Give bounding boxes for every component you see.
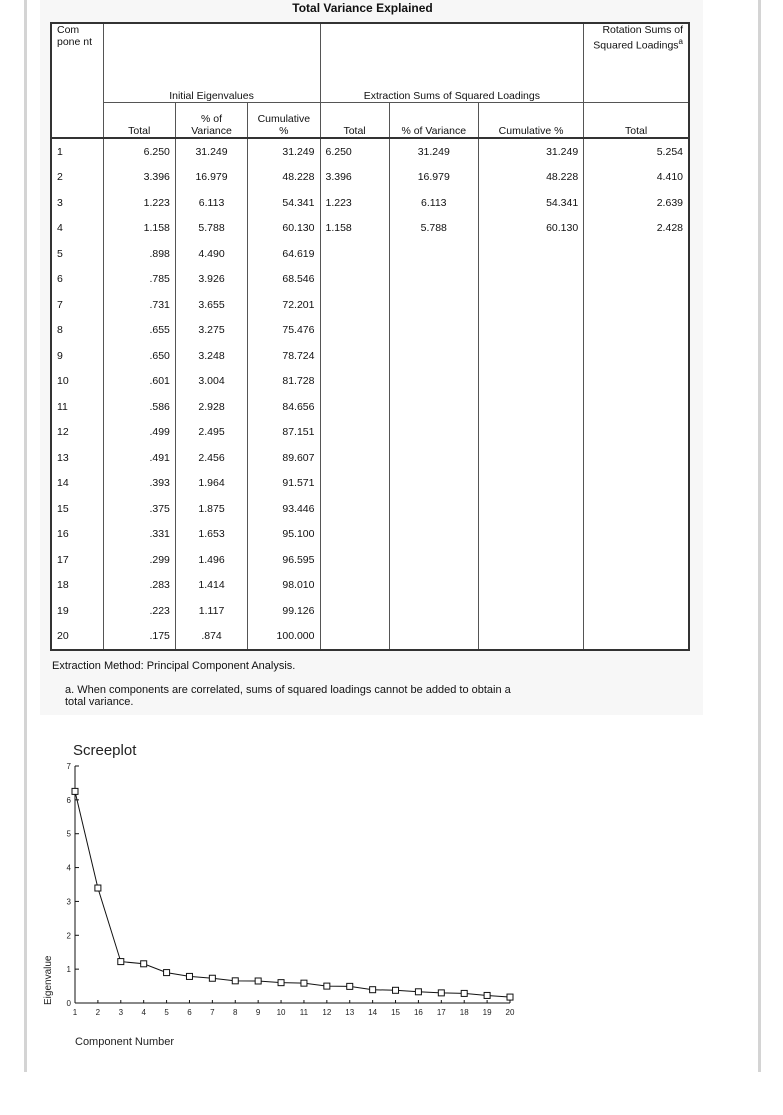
- extraction-total-cell: 1.158: [320, 216, 389, 242]
- table-row: [51, 522, 689, 548]
- extraction-total-cell: 1.223: [320, 190, 389, 216]
- initial-cum-cell: 98.010: [248, 573, 320, 599]
- extraction-cum-cell: 48.228: [478, 165, 583, 191]
- rotation-total-cell: 2.428: [584, 216, 689, 242]
- extraction-pct-cell: [389, 292, 478, 318]
- y-tick-label: 2: [66, 931, 71, 941]
- rotation-total-cell: [584, 445, 689, 471]
- correlated-note-line1: a. When components are correlated, sums of squared loadings cannot be added to obtain a: [65, 684, 511, 696]
- table-row: [51, 445, 689, 471]
- y-tick-label: 0: [66, 999, 71, 1008]
- extraction-pct-cell: 6.113: [389, 190, 478, 216]
- extraction-total-header: Total: [320, 103, 389, 139]
- rotation-total-cell: [584, 471, 689, 497]
- initial-cum-cell: 89.607: [248, 445, 320, 471]
- extraction-total-cell: [320, 598, 389, 624]
- extraction-total-cell: [320, 318, 389, 344]
- data-point-marker: [72, 788, 78, 794]
- rotation-total-cell: [584, 522, 689, 548]
- extraction-pct-cell: [389, 369, 478, 395]
- extraction-pct-cell: [389, 522, 478, 548]
- data-point-marker: [461, 990, 467, 996]
- extraction-total-cell: 3.396: [320, 165, 389, 191]
- table-row: [51, 267, 689, 293]
- x-tick-label: 5: [164, 1008, 169, 1017]
- table-row: [51, 216, 689, 242]
- initial-cum-cell: 68.546: [248, 267, 320, 293]
- initial-total-header: Total: [103, 103, 175, 139]
- extraction-pct-cell: [389, 394, 478, 420]
- initial-cum-cell: 100.000: [248, 624, 320, 651]
- initial-total-cell: .283: [103, 573, 175, 599]
- extraction-cum-cell: [478, 318, 583, 344]
- x-tick-label: 16: [413, 1008, 423, 1017]
- extraction-pct-cell: [389, 241, 478, 267]
- extraction-cum-cell: 31.249: [478, 138, 583, 165]
- extraction-pct-cell: 16.979: [389, 165, 478, 191]
- extraction-total-cell: [320, 522, 389, 548]
- extraction-cum-cell: [478, 496, 583, 522]
- extraction-pct-cell: [389, 445, 478, 471]
- data-markers-group: [72, 788, 513, 1000]
- extraction-cum-cell: [478, 573, 583, 599]
- variance-table: [50, 22, 690, 651]
- initial-total-cell: 1.223: [103, 190, 175, 216]
- data-point-marker: [415, 989, 421, 995]
- table-title: Total Variance Explained: [292, 1, 433, 15]
- extraction-cum-cell: [478, 267, 583, 293]
- component-cell: 10: [51, 369, 103, 395]
- component-cell: 13: [51, 445, 103, 471]
- data-point-marker: [438, 990, 444, 996]
- initial-total-cell: .375: [103, 496, 175, 522]
- initial-total-cell: .223: [103, 598, 175, 624]
- rotation-total-header: Total: [584, 103, 689, 139]
- extraction-total-cell: [320, 573, 389, 599]
- component-cell: 3: [51, 190, 103, 216]
- x-tick-label: 10: [276, 1008, 286, 1017]
- initial-cum-cell: 48.228: [248, 165, 320, 191]
- initial-total-cell: .491: [103, 445, 175, 471]
- x-tick-label: 12: [322, 1008, 332, 1017]
- component-cell: 19: [51, 598, 103, 624]
- component-cell: 7: [51, 292, 103, 318]
- component-cell: 12: [51, 420, 103, 446]
- extraction-pct-cell: [389, 267, 478, 293]
- rotation-total-cell: 5.254: [584, 138, 689, 165]
- extraction-total-cell: [320, 624, 389, 651]
- rotation-total-cell: [584, 241, 689, 267]
- extraction-total-cell: [320, 343, 389, 369]
- table-row: [51, 138, 689, 165]
- chart-title: Screeplot: [73, 742, 137, 759]
- initial-pct-cell: 1.875: [175, 496, 247, 522]
- initial-pct-cell: 1.117: [175, 598, 247, 624]
- x-tick-label: 20: [505, 1008, 515, 1017]
- rotation-footnote-marker: a: [678, 37, 683, 46]
- extraction-total-cell: [320, 267, 389, 293]
- initial-cum-cell: 81.728: [248, 369, 320, 395]
- initial-pct-cell: 16.979: [175, 165, 247, 191]
- rotation-header-text: Rotation Sums of Squared Loadings: [593, 24, 683, 52]
- component-cell: 4: [51, 216, 103, 242]
- rotation-total-cell: [584, 573, 689, 599]
- initial-pct-cell: 6.113: [175, 190, 247, 216]
- initial-pct-cell: 5.788: [175, 216, 247, 242]
- initial-pct-cell: 1.964: [175, 471, 247, 497]
- table-row: [51, 318, 689, 344]
- initial-total-cell: 1.158: [103, 216, 175, 242]
- extraction-pct-cell: [389, 471, 478, 497]
- initial-total-cell: .586: [103, 394, 175, 420]
- left-frame-border: [24, 0, 27, 1072]
- initial-pct-cell: 3.926: [175, 267, 247, 293]
- initial-pct-cell: 1.414: [175, 573, 247, 599]
- initial-cum-cell: 93.446: [248, 496, 320, 522]
- data-point-marker: [164, 970, 170, 976]
- table-row: [51, 190, 689, 216]
- initial-pct-cell: 4.490: [175, 241, 247, 267]
- initial-cum-cell: 84.656: [248, 394, 320, 420]
- table-row: [51, 598, 689, 624]
- rotation-total-cell: [584, 267, 689, 293]
- rotation-header: [584, 23, 689, 103]
- component-cell: 16: [51, 522, 103, 548]
- initial-pct-header: % of Variance: [175, 103, 247, 139]
- initial-total-cell: .299: [103, 547, 175, 573]
- rotation-total-cell: 2.639: [584, 190, 689, 216]
- extraction-pct-cell: [389, 547, 478, 573]
- component-cell: 8: [51, 318, 103, 344]
- initial-total-cell: 6.250: [103, 138, 175, 165]
- component-cell: 9: [51, 343, 103, 369]
- rotation-total-cell: [584, 496, 689, 522]
- table-row: [51, 573, 689, 599]
- component-cell: 5: [51, 241, 103, 267]
- initial-cum-cell: 72.201: [248, 292, 320, 318]
- data-point-marker: [301, 980, 307, 986]
- component-cell: 6: [51, 267, 103, 293]
- table-row: [51, 624, 689, 651]
- extraction-pct-cell: [389, 573, 478, 599]
- data-point-marker: [370, 987, 376, 993]
- extraction-pct-cell: [389, 318, 478, 344]
- x-tick-label: 3: [118, 1008, 124, 1017]
- initial-pct-cell: 1.653: [175, 522, 247, 548]
- initial-total-cell: .655: [103, 318, 175, 344]
- y-tick-label: 6: [66, 795, 71, 805]
- y-axis-label: Eigenvalue: [43, 955, 54, 1005]
- component-cell: 20: [51, 624, 103, 651]
- x-axis-label: Component Number: [75, 1036, 175, 1048]
- extraction-cum-cell: [478, 522, 583, 548]
- initial-pct-cell: 2.456: [175, 445, 247, 471]
- table-row: [51, 241, 689, 267]
- data-point-marker: [484, 992, 490, 998]
- extraction-method-note: Extraction Method: Principal Component Analysis.: [52, 660, 296, 672]
- extraction-cum-cell: [478, 292, 583, 318]
- extraction-pct-cell: [389, 496, 478, 522]
- y-tick-label: 4: [66, 863, 71, 873]
- rotation-total-cell: [584, 420, 689, 446]
- data-point-marker: [209, 975, 215, 981]
- correlated-note-line2: total variance.: [65, 696, 134, 708]
- initial-pct-cell: 3.248: [175, 343, 247, 369]
- extraction-cum-cell: [478, 369, 583, 395]
- component-cell: 18: [51, 573, 103, 599]
- component-cell: 15: [51, 496, 103, 522]
- initial-cum-cell: 91.571: [248, 471, 320, 497]
- initial-total-cell: .898: [103, 241, 175, 267]
- x-tick-label: 11: [299, 1008, 309, 1017]
- initial-total-cell: .601: [103, 369, 175, 395]
- extraction-total-cell: [320, 496, 389, 522]
- initial-cum-cell: 75.476: [248, 318, 320, 344]
- initial-pct-cell: 1.496: [175, 547, 247, 573]
- table-row: [51, 292, 689, 318]
- data-point-marker: [95, 885, 101, 891]
- initial-pct-cell: 2.495: [175, 420, 247, 446]
- initial-total-cell: .785: [103, 267, 175, 293]
- y-tick-label: 5: [66, 829, 71, 839]
- initial-total-cell: 3.396: [103, 165, 175, 191]
- extraction-total-cell: [320, 241, 389, 267]
- component-cell: 1: [51, 138, 103, 165]
- initial-pct-cell: 31.249: [175, 138, 247, 165]
- initial-cum-cell: 78.724: [248, 343, 320, 369]
- data-point-marker: [507, 994, 513, 1000]
- rotation-total-cell: [584, 343, 689, 369]
- data-point-marker: [347, 983, 353, 989]
- x-tick-label: 4: [141, 1008, 146, 1017]
- initial-pct-cell: .874: [175, 624, 247, 651]
- extraction-cum-cell: [478, 343, 583, 369]
- initial-cum-cell: 96.595: [248, 547, 320, 573]
- component-cell: 2: [51, 165, 103, 191]
- extraction-pct-cell: 31.249: [389, 138, 478, 165]
- data-point-marker: [393, 987, 399, 993]
- initial-total-cell: .331: [103, 522, 175, 548]
- initial-total-cell: .175: [103, 624, 175, 651]
- extraction-cum-cell: [478, 420, 583, 446]
- x-tick-label: 17: [436, 1008, 446, 1017]
- extraction-pct-cell: 5.788: [389, 216, 478, 242]
- data-point-marker: [232, 978, 238, 984]
- table-row: [51, 165, 689, 191]
- rotation-total-cell: [584, 547, 689, 573]
- table-row: [51, 496, 689, 522]
- extraction-cum-cell: [478, 394, 583, 420]
- x-tick-label: 7: [210, 1008, 215, 1017]
- extraction-pct-cell: [389, 598, 478, 624]
- x-tick-label: 18: [459, 1008, 469, 1017]
- extraction-cum-cell: [478, 241, 583, 267]
- component-cell: 11: [51, 394, 103, 420]
- table-row: [51, 471, 689, 497]
- initial-pct-cell: 3.004: [175, 369, 247, 395]
- y-tick-label: 1: [66, 965, 71, 975]
- x-tick-label: 9: [255, 1008, 261, 1017]
- initial-cum-header: Cumulative %: [248, 103, 320, 139]
- component-cell: 17: [51, 547, 103, 573]
- table-row: [51, 343, 689, 369]
- extraction-cum-cell: 54.341: [478, 190, 583, 216]
- y-tick-label: 3: [66, 897, 71, 907]
- data-point-marker: [118, 959, 124, 965]
- scree-plot: [40, 760, 540, 1060]
- x-tick-label: 1: [72, 1008, 78, 1017]
- rotation-total-cell: 4.410: [584, 165, 689, 191]
- extraction-total-cell: [320, 292, 389, 318]
- initial-pct-cell: 3.655: [175, 292, 247, 318]
- x-tick-label: 6: [187, 1008, 192, 1017]
- initial-pct-cell: 3.275: [175, 318, 247, 344]
- x-tick-label: 13: [345, 1008, 355, 1017]
- x-tick-label: 15: [391, 1008, 400, 1017]
- extraction-total-cell: [320, 369, 389, 395]
- y-tick-label: 7: [66, 762, 71, 771]
- rotation-total-cell: [584, 624, 689, 651]
- table-row: [51, 394, 689, 420]
- x-tick-label: 19: [482, 1008, 492, 1017]
- rotation-total-cell: [584, 598, 689, 624]
- extraction-total-cell: [320, 547, 389, 573]
- initial-total-cell: .650: [103, 343, 175, 369]
- extraction-pct-cell: [389, 624, 478, 651]
- table-row: [51, 369, 689, 395]
- data-point-marker: [186, 973, 192, 979]
- extraction-total-cell: [320, 445, 389, 471]
- initial-cum-cell: 31.249: [248, 138, 320, 165]
- extraction-cum-cell: [478, 598, 583, 624]
- component-header: Com pone nt: [51, 23, 103, 138]
- extraction-cum-cell: [478, 624, 583, 651]
- rotation-total-cell: [584, 318, 689, 344]
- right-frame-border: [758, 0, 761, 1072]
- x-tick-label: 2: [95, 1008, 101, 1017]
- data-point-marker: [141, 961, 147, 967]
- x-tick-label: 14: [368, 1008, 378, 1017]
- extraction-total-cell: [320, 420, 389, 446]
- rotation-total-cell: [584, 394, 689, 420]
- extraction-header: Extraction Sums of Squared Loadings: [320, 23, 584, 103]
- data-point-marker: [255, 978, 261, 984]
- initial-total-cell: .499: [103, 420, 175, 446]
- extraction-cum-cell: 60.130: [478, 216, 583, 242]
- initial-cum-cell: 87.151: [248, 420, 320, 446]
- initial-cum-cell: 60.130: [248, 216, 320, 242]
- extraction-cum-cell: [478, 547, 583, 573]
- data-point-marker: [278, 980, 284, 986]
- extraction-total-cell: [320, 471, 389, 497]
- data-point-marker: [324, 983, 330, 989]
- initial-cum-cell: 95.100: [248, 522, 320, 548]
- initial-total-cell: .731: [103, 292, 175, 318]
- initial-cum-cell: 64.619: [248, 241, 320, 267]
- extraction-pct-cell: [389, 420, 478, 446]
- extraction-cum-cell: [478, 445, 583, 471]
- extraction-total-cell: 6.250: [320, 138, 389, 165]
- table-row: [51, 420, 689, 446]
- table-body: [51, 138, 689, 650]
- initial-cum-cell: 99.126: [248, 598, 320, 624]
- initial-cum-cell: 54.341: [248, 190, 320, 216]
- extraction-pct-header: % of Variance: [389, 103, 478, 139]
- extraction-total-cell: [320, 394, 389, 420]
- extraction-cum-header: Cumulative %: [478, 103, 583, 139]
- rotation-total-cell: [584, 292, 689, 318]
- x-tick-label: 8: [233, 1008, 238, 1017]
- rotation-total-cell: [584, 369, 689, 395]
- initial-total-cell: .393: [103, 471, 175, 497]
- extraction-cum-cell: [478, 471, 583, 497]
- table-row: [51, 547, 689, 573]
- initial-eigenvalues-header: Initial Eigenvalues: [103, 23, 320, 103]
- extraction-pct-cell: [389, 343, 478, 369]
- initial-pct-cell: 2.928: [175, 394, 247, 420]
- component-cell: 14: [51, 471, 103, 497]
